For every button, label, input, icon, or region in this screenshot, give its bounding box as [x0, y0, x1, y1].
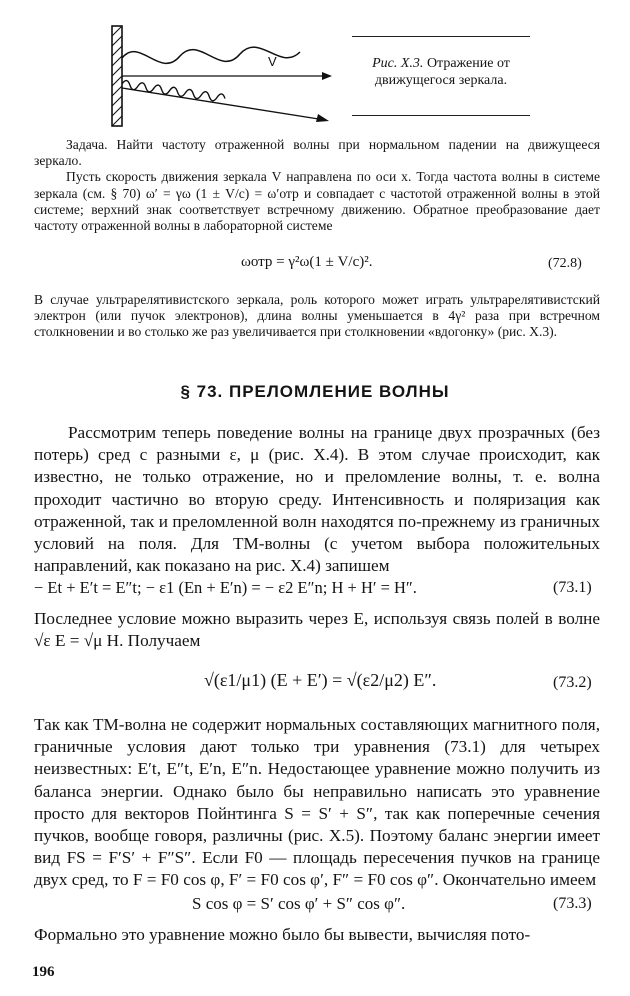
- equation-73-1: − Et + E′t = E″t; − ε1 (En + E′n) = − ε2 E″n; H + H′ = H″.: [34, 578, 417, 597]
- paragraph-3: Так как TM-волна не содержит нормальных составляющих магнитного поля, граничные условия дают только три уравнения (73.1) для четырех неизвестных: E′t, E″t, E′n, E″n. Недостающее уравнение можно получить из баланса энергии. Однако было бы неправильно написать это уравнение просто для векторов Пойнтинга S = S′ + S″, так как поперечные сечения пучков, вообще говоря, различны (рис. X.5). Поэтому баланс энергии имеет вид FS = F′S′ + F″S″. Если F0 — площадь пересечения пучков на границе двух сред, то F = F0 cos φ, F′ = F0 cos φ′, F″ = F0 cos φ″. Окончательно имеем: [34, 715, 600, 890]
- reflected-arrow: [122, 88, 325, 120]
- caption-text: Отражение от движущегося зеркала.: [374, 56, 510, 88]
- task-paragraph: Задача. Найти частоту отраженной волны при нормальном падении на движущееся зеркало.: [34, 137, 600, 169]
- caption-label: Рис. X.3.: [372, 56, 424, 71]
- figure-caption: [352, 36, 530, 116]
- remark-text: [34, 292, 600, 341]
- page-number: 196: [32, 964, 55, 980]
- section-text-3: [34, 714, 600, 892]
- equation-73-1-number: (73.1): [553, 579, 592, 596]
- problem-text: [34, 137, 600, 234]
- paragraph-2: Последнее условие можно выразить через E, используя связь полей в волне √ε E = √μ H. Получаем: [34, 609, 600, 651]
- paragraph-1: Рассмотрим теперь поведение волны на границе двух прозрачных (без потерь) сред с разными ε, μ (рис. X.4). В этом случае происходит, как известно, не только отражение, но и преломление волны, т. е. волна проходит частично во вторую среду. Интенсивность и поляризация как отраженной, так и преломленной волн находятся по-прежнему из граничных условий на поля. Для TM-волны (с учетом выбора положительных направлений, как показано на рис. X.4) запишем: [34, 423, 600, 576]
- section-text-2: [34, 608, 600, 652]
- reflected-wave: [121, 80, 225, 102]
- solution-paragraph: Пусть скорость движения зеркала V направлена по оси x. Тогда частота волны в системе зеркала (см. § 70) ω′ = γω (1 ± V/c) = ω′отр и совпадает с частотой отраженной волны в этой системе; верхний знак соответствует встречному движению. Обратное преобразование дает частоту отраженной волны в лабораторной системе: [34, 169, 600, 234]
- figure-moving-mirror: [100, 22, 340, 132]
- paragraph-4: Формально это уравнение можно было бы вывести, вычисляя пото-: [34, 925, 531, 944]
- equation-72-8: ωотр = γ²ω(1 ± V/c)².: [241, 254, 373, 270]
- velocity-label: V: [268, 54, 277, 69]
- section-heading: § 73. ПРЕЛОМЛЕНИЕ ВОЛНЫ: [180, 382, 450, 401]
- equation-73-3-number: (73.3): [553, 895, 592, 912]
- section-text: [34, 422, 600, 577]
- equation-73-3: S cos φ = S′ cos φ′ + S″ cos φ″.: [192, 894, 406, 913]
- equation-73-2: √(ε1/μ1) (E + E′) = √(ε2/μ2) E″.: [204, 670, 437, 690]
- section-text-4: [34, 924, 600, 946]
- equation-72-8-number: (72.8): [548, 256, 582, 271]
- mirror-hatching: [112, 26, 122, 126]
- remark-paragraph: В случае ультрарелятивистского зеркала, роль которого может играть ультрарелятивистский электрон (или пучок электронов), длина волны уменьшается в 4γ² раза при встречном столкновении и во столько же раз увеличивается при столкновении «вдогонку» (рис. X.3).: [34, 292, 600, 340]
- equation-73-2-number: (73.2): [553, 674, 592, 691]
